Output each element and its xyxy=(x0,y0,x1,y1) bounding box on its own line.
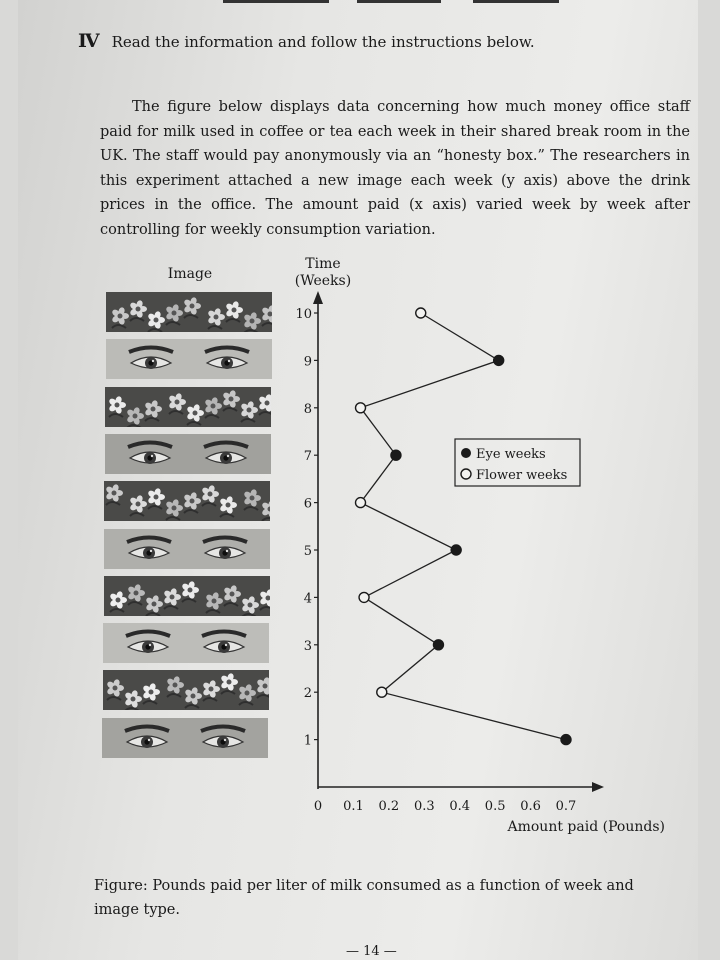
y-tick-label: 8 xyxy=(303,401,312,417)
y-tick-label: 4 xyxy=(303,591,312,607)
eye-week-point xyxy=(391,450,401,460)
y-tick-label: 9 xyxy=(303,354,312,370)
legend-flower-label: Flower weeks xyxy=(476,468,568,483)
section-instruction: Read the information and follow the instructions below. xyxy=(111,33,535,51)
y-axis-title: Time xyxy=(305,256,341,272)
figure-caption: Figure: Pounds paid per liter of milk consumed as a function of week and image type. xyxy=(94,878,634,918)
flower-week-point xyxy=(359,592,369,602)
flower-week-point xyxy=(416,308,426,318)
x-axis-title: Amount paid (Pounds) xyxy=(507,819,665,835)
x-tick-label: 0.1 xyxy=(343,799,364,814)
y-tick-label: 5 xyxy=(303,544,312,559)
flower-week-point xyxy=(356,403,366,413)
section-number: Ⅳ xyxy=(78,30,100,52)
x-tick-label: 0.4 xyxy=(449,799,471,814)
image-column-title: Image xyxy=(167,266,213,282)
legend-eye-label: Eye weeks xyxy=(476,447,546,462)
legend-flower-marker xyxy=(461,469,471,479)
y-axis-arrow xyxy=(313,291,323,304)
page-number: — 14 — xyxy=(346,944,397,959)
y-tick-label: 6 xyxy=(303,496,312,512)
x-tick-label: 0.5 xyxy=(484,799,506,814)
y-tick-label: 1 xyxy=(303,733,312,749)
y-tick-label: 7 xyxy=(303,449,312,465)
x-tick-label: 0 xyxy=(313,799,323,814)
x-axis-arrow xyxy=(592,782,604,792)
y-tick-label: 2 xyxy=(303,686,312,702)
data-line xyxy=(361,313,566,740)
y-tick-label: 10 xyxy=(295,307,312,322)
flower-week-point xyxy=(356,498,366,508)
x-tick-label: 0.7 xyxy=(555,799,577,814)
legend-eye-marker xyxy=(461,448,471,458)
intro-paragraph: The figure below displays data concerning how much money office staff paid for milk used in coffee or tea each week in their shared break room in the UK. The staff would pay anonymously via an “honesty box.” The researchers in this experiment attached a new image each week (y axis) above the drink prices in the office. The amount paid (x axis) varied week by week after controlling for weekly consumption variation. xyxy=(100,99,690,238)
x-tick-label: 0.6 xyxy=(520,799,541,814)
eye-week-point xyxy=(494,355,504,365)
flower-week-point xyxy=(377,687,387,697)
x-tick-label: 0.2 xyxy=(378,799,400,814)
eye-week-point xyxy=(561,735,571,745)
y-axis-title-unit: (Weeks) xyxy=(294,273,352,289)
eye-week-point xyxy=(451,545,461,555)
eye-week-point xyxy=(433,640,443,650)
y-tick-label: 3 xyxy=(303,638,312,654)
x-tick-label: 0.3 xyxy=(413,799,435,814)
